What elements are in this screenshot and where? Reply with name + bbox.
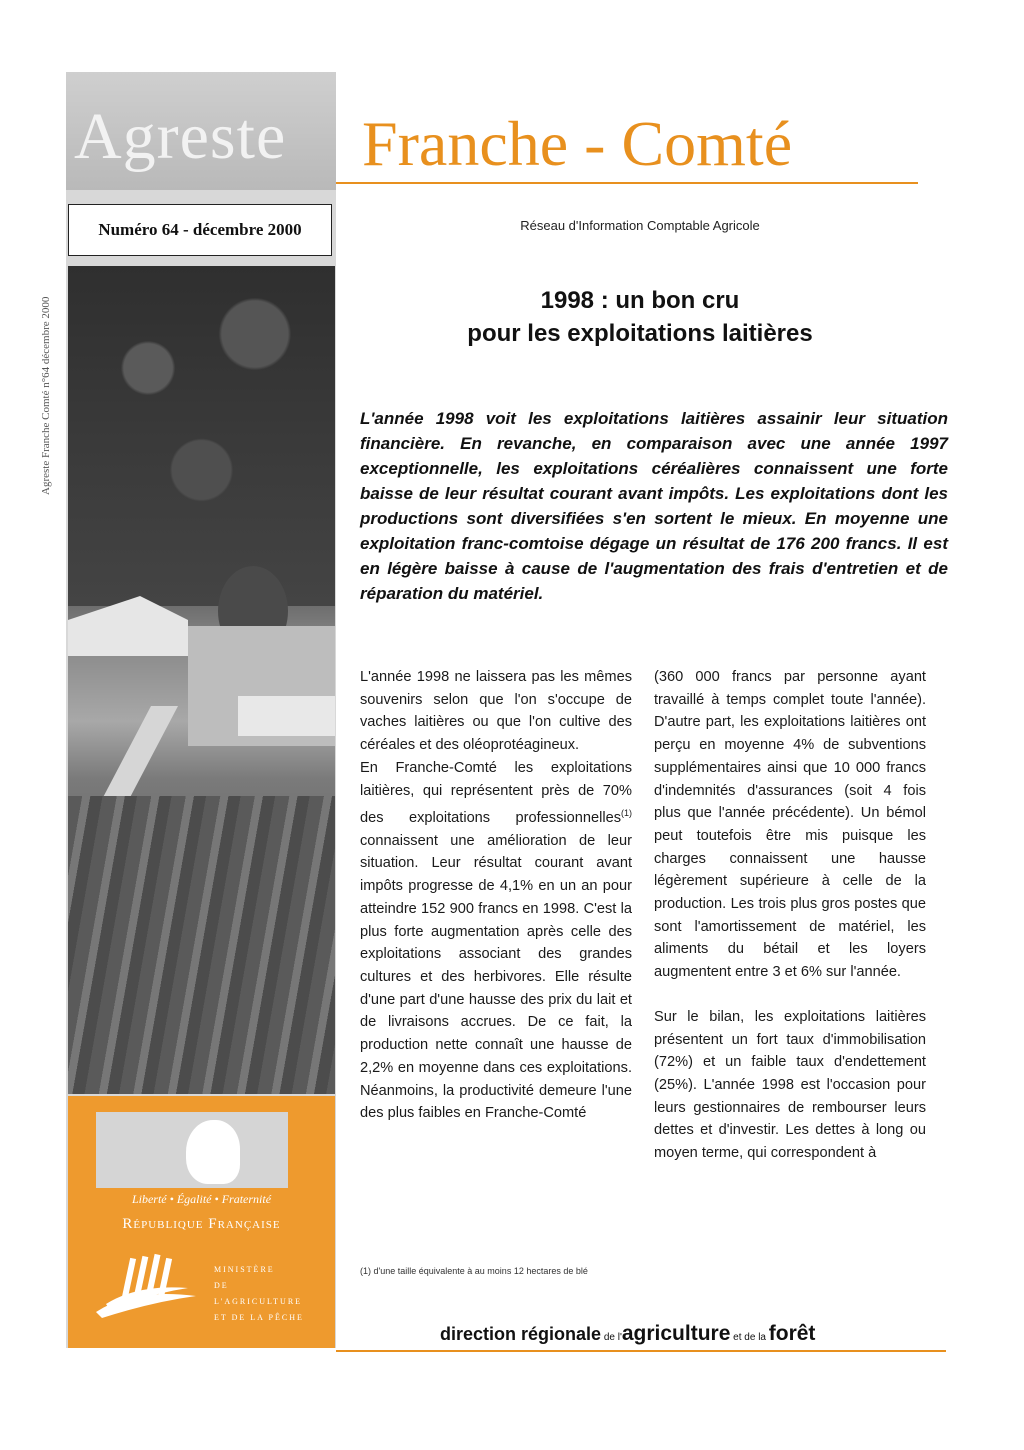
spine-text: Agreste Franche Comté n°64 décembre 2000 xyxy=(40,296,52,495)
motto: Liberté • Égalité • Fraternité xyxy=(131,1192,272,1206)
body-paragraph: (360 000 francs par personne ayant travaillé à temps complet toute l'année). D'autre part, les exploitations laitières ont perçu en moyenne 4% de subventions supplémentaires ainsi que 10 000 francs d'indemnités d'assurances (soit 4 fois plus que l'année précédente). Un bémol peut toutefois être mis puisque les charges connaissent une hausse légèrement supérieure à celle de la production. Les trois plus gros postes que sont l'amortissement de matériel, les aliments du bétail et les loyers augmentent entre 3 et 6% sur l'année. xyxy=(654,669,926,981)
body-paragraph: L'année 1998 ne laissera pas les mêmes souvenirs selon que l'on s'occupe de vaches laitières ou que l'on cultive des céréales et des oléoprotéagineux. xyxy=(360,669,632,754)
footnote: (1) d'une taille équivalente à au moins 12 hectares de blé xyxy=(360,1266,588,1276)
region-title: Franche - Comté xyxy=(362,108,793,179)
landscape-photo xyxy=(68,266,335,1094)
photo-field xyxy=(68,796,335,1094)
headline-line-2: pour les exploitations laitières xyxy=(467,320,813,347)
marianne-profile-icon xyxy=(186,1120,240,1184)
headline-line-1: 1998 : un bon cru xyxy=(540,287,740,314)
body-paragraph: Sur le bilan, les exploitations laitières présentent un fort taux d'immobilisation (72%) et un faible taux d'endettement (25%). L'année 1998 est l'occasion pour leurs gestionnaires de rembourser leurs dettes et d'investir. Les dettes à long ou moyen terme, qui correspondent à xyxy=(654,1008,926,1162)
footnote-mark: (1) xyxy=(621,808,632,819)
ministry-name: MINISTÈRE DE L'AGRICULTURE ET DE LA PÊCHE xyxy=(214,1265,304,1322)
photo-forest xyxy=(68,266,335,606)
body-column-1 xyxy=(360,666,632,1125)
republic-name: République Française xyxy=(122,1216,281,1232)
footer-rule xyxy=(336,1350,946,1352)
body-paragraph: En Franche-Comté les exploitations laitières, qui représentent près de 70% des exploitations professionnelles$^{(1)}$ connaissent une amélioration de leur situation. Leur résultat courant avant impôts progresse de 4,1% en un an pour atteindre 152 900 francs en 1998. C'est la plus forte augmentation après celle des exploitations associant des grandes cultures et des herbivores. Elle résulte d'une part d'une hausse des prix du lait et de livraisons accrues. De ce fait, la production nette connaît une hausse de 2,2% en moyenne dans ces exploitations. Néanmoins, la productivité demeure l'une des plus faibles en Franche-Comté xyxy=(360,759,632,1122)
network-subtitle: Réseau d'Information Comptable Agricole xyxy=(520,218,760,233)
title-rule xyxy=(336,182,918,184)
lead-paragraph: L'année 1998 voit les exploitations laitières assainir leur situation financière. En revanche, en comparaison avec une année 1997 exceptionnelle, les exploitations céréalières connaissent une forte baisse de leur résultat courant avant impôts. Les exploitations dont les productions sont diversifiées s'en sortent le mieux. En moyenne une exploitation franc-comtoise dégage un résultat de 176 200 francs. Il est en légère baisse à cause de l'augmentation des frais d'entretien et de réparation du matériel. xyxy=(360,409,948,603)
photo-barn-roof xyxy=(238,696,335,736)
footer-publisher: direction régionale de l'agriculture et de la forêt xyxy=(440,1322,816,1345)
ministry-wheat-icon xyxy=(92,1252,202,1322)
brand-name: Agreste xyxy=(74,100,287,173)
headline xyxy=(336,284,944,350)
issue-number: Numéro 64 - décembre 2000 xyxy=(68,204,332,256)
body-column-2 xyxy=(654,666,926,1165)
marianne-logo xyxy=(96,1112,288,1188)
